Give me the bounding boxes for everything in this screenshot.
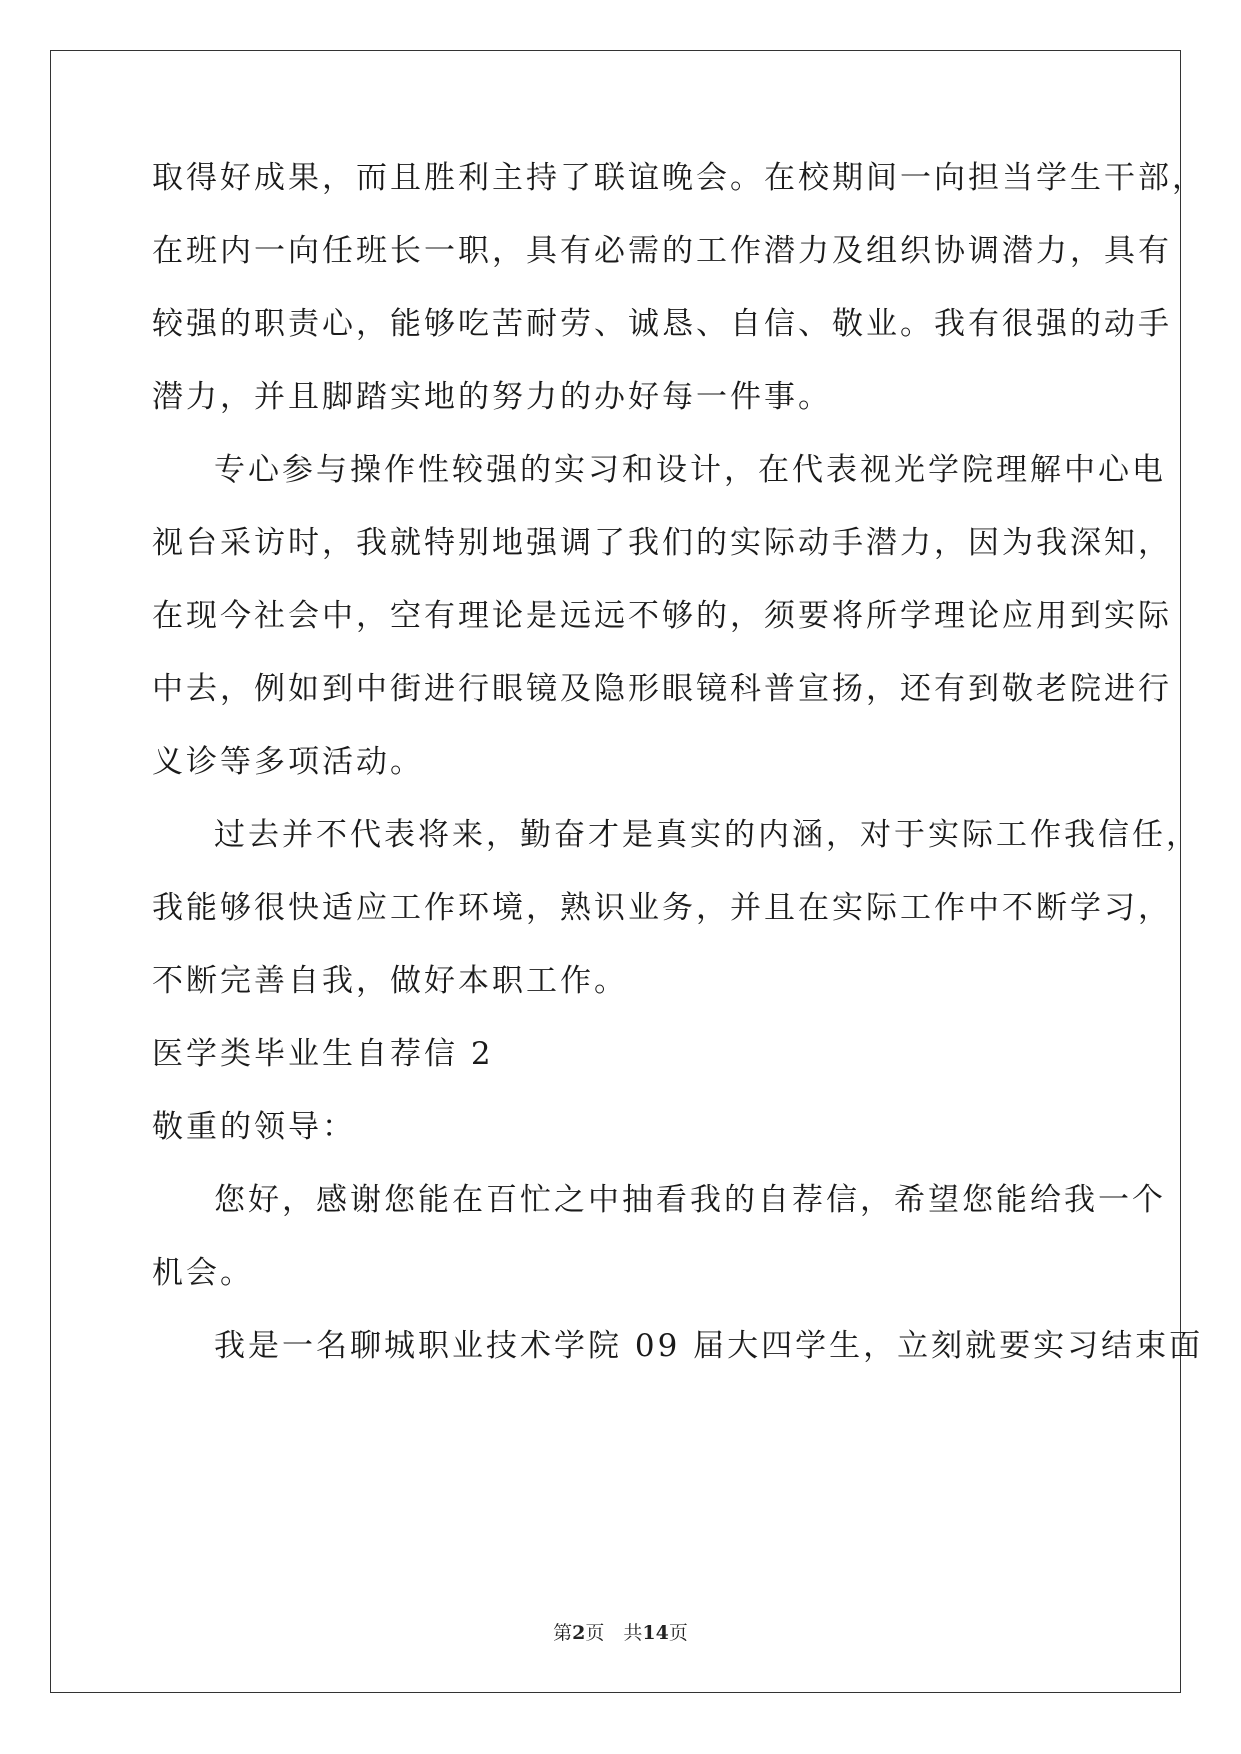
paragraph-line: 专心参与操作性较强的实习和设计，在代表视光学院理解中心电 <box>214 452 1166 488</box>
paragraph-line: 在现今社会中，空有理论是远远不够的，须要将所学理论应用到实际 <box>152 598 1172 634</box>
page-border <box>50 50 1181 1693</box>
current-page-number: 2 <box>572 1622 586 1644</box>
section-heading: 医学类毕业生自荐信 2 <box>152 1036 494 1072</box>
total-pages-number: 14 <box>642 1622 669 1644</box>
paragraph-line: 我能够很快适应工作环境，熟识业务，并且在实际工作中不断学习， <box>152 890 1172 926</box>
paragraph-line: 取得好成果，而且胜利主持了联谊晚会。在校期间一向担当学生干部， <box>152 160 1206 196</box>
footer-mid: 页 共 <box>585 1622 643 1644</box>
paragraph-line: 机会。 <box>152 1255 254 1291</box>
footer-suffix: 页 <box>668 1622 688 1644</box>
paragraph-line: 过去并不代表将来，勤奋才是真实的内涵，对于实际工作我信任， <box>214 817 1200 853</box>
paragraph-line: 义诊等多项活动。 <box>152 744 424 780</box>
paragraph-line: 您好，感谢您能在百忙之中抽看我的自荐信，希望您能给我一个 <box>214 1182 1166 1218</box>
paragraph-line: 较强的职责心，能够吃苦耐劳、诚恳、自信、敬业。我有很强的动手 <box>152 306 1172 342</box>
paragraph-line: 不断完善自我，做好本职工作。 <box>152 963 628 999</box>
paragraph-line: 视台采访时，我就特别地强调了我们的实际动手潜力，因为我深知， <box>152 525 1172 561</box>
paragraph-line: 我是一名聊城职业技术学院 09 届大四学生，立刻就要实习结束面 <box>214 1328 1204 1364</box>
paragraph-line: 在班内一向任班长一职，具有必需的工作潜力及组织协调潜力，具有 <box>152 233 1172 269</box>
footer-prefix: 第 <box>553 1622 573 1644</box>
paragraph-line: 中去，例如到中街进行眼镜及隐形眼镜科普宣扬，还有到敬老院进行 <box>152 671 1172 707</box>
paragraph-line: 潜力，并且脚踏实地的努力的办好每一件事。 <box>152 379 832 415</box>
salutation: 敬重的领导： <box>152 1109 356 1145</box>
page-footer <box>0 1618 1241 1645</box>
